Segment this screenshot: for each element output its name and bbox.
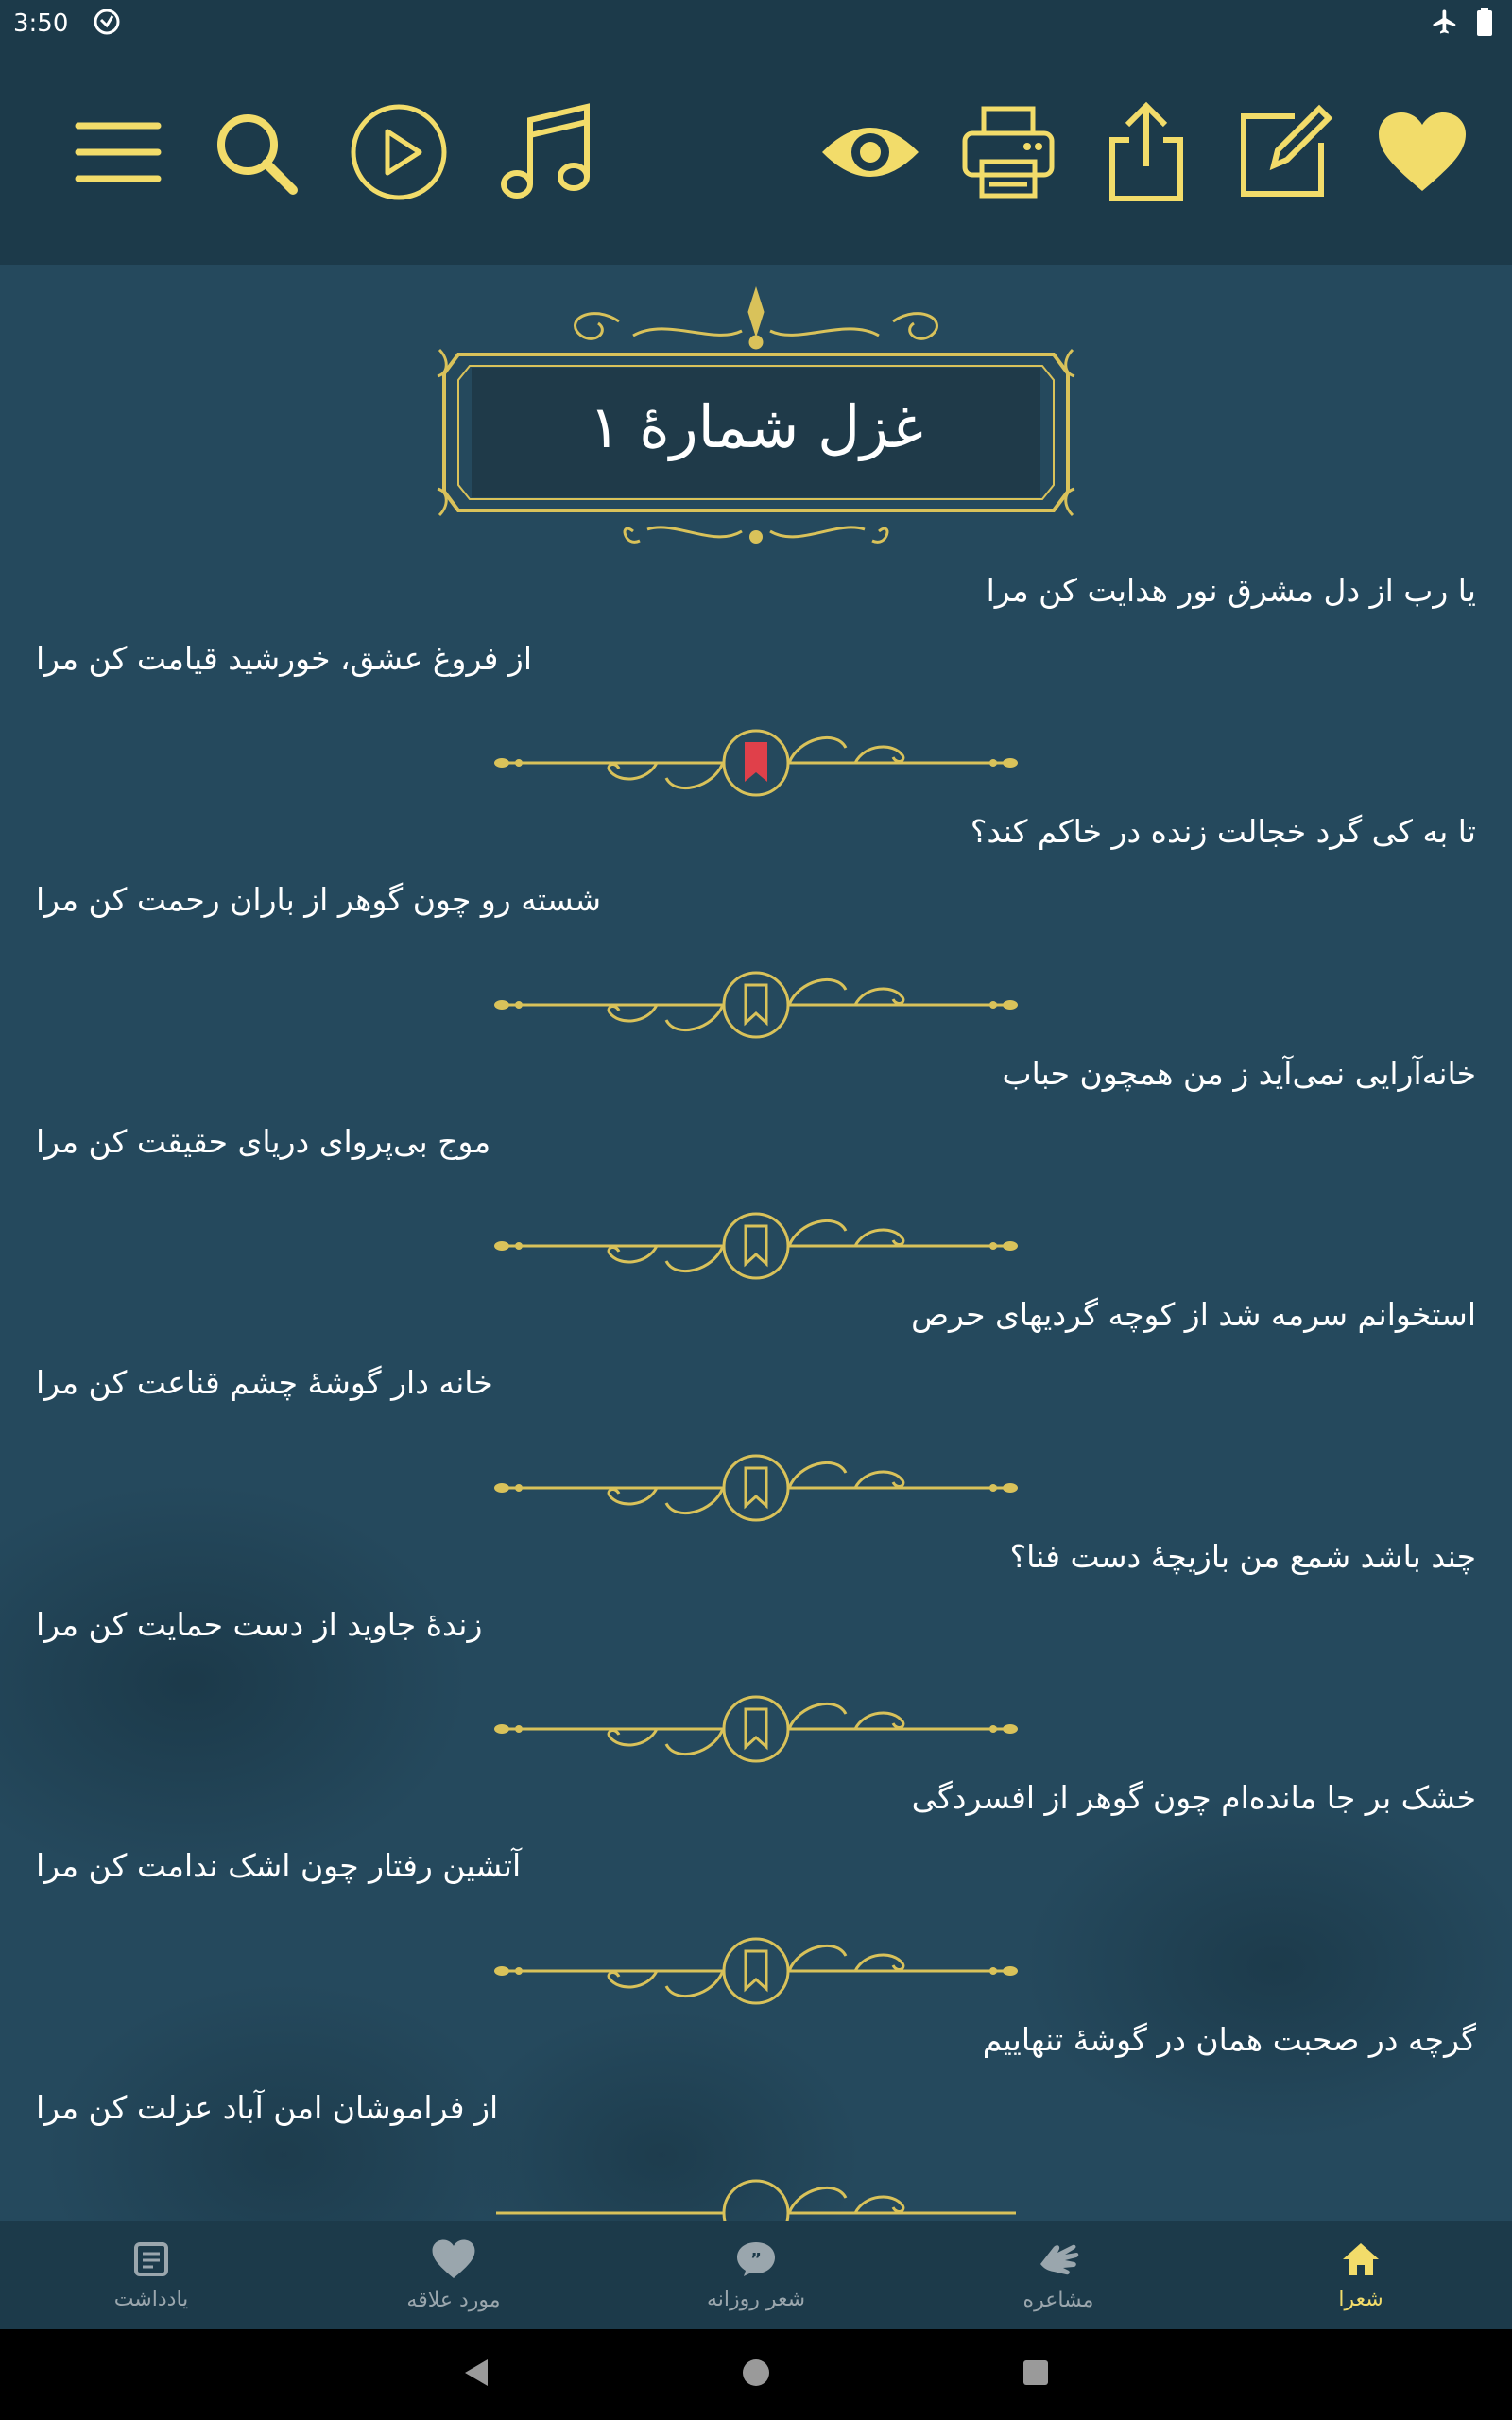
search-button[interactable] (203, 102, 307, 206)
bottom-navigation (0, 2221, 1512, 2329)
bookmark-button[interactable] (743, 1706, 769, 1755)
poem-title: غزل شمارهٔ ۱ (589, 392, 923, 461)
verse-divider (487, 1204, 1025, 1289)
heart-icon (431, 2239, 476, 2283)
verse-divider (487, 721, 1025, 806)
verse-3-first-line: خانه‌آرایی نمی‌آید ز من همچون حباب (1002, 1055, 1476, 1092)
quote-icon (735, 2240, 777, 2282)
hand-icon (1037, 2239, 1080, 2283)
bookmark-outline-icon (743, 1465, 769, 1511)
bookmark-outline-icon (743, 1948, 769, 1994)
nav-item-notes[interactable] (0, 2221, 302, 2329)
verse-4-first-line: استخوانم سرمه شد از کوچه گردیهای حرص (911, 1296, 1476, 1333)
verse-4-second-line: خانه دار گوشهٔ چشم قناعت کن مرا (36, 1364, 493, 1401)
verse-3-second-line: موج بی‌پروای دریای حقیقت کن مرا (36, 1123, 491, 1160)
verse-5-first-line: چند باشد شمع من بازیچهٔ دست فنا؟ (1009, 1538, 1476, 1575)
nav-item-mushaere[interactable] (907, 2221, 1210, 2329)
hamburger-menu-icon (71, 114, 165, 194)
bookmark-button[interactable] (743, 982, 769, 1031)
share-icon (1099, 100, 1194, 208)
status-bar (0, 0, 1512, 47)
printer-icon (959, 103, 1057, 205)
bookmark-outline-icon (743, 982, 769, 1028)
play-circle-icon (348, 101, 450, 207)
eye-icon (818, 114, 922, 194)
nav-item-favorites[interactable] (302, 2221, 605, 2329)
no-disturb-icon (93, 8, 121, 40)
bookmark-button[interactable] (743, 1948, 769, 1997)
home-icon (1341, 2240, 1381, 2282)
svg-text:”: ” (750, 2249, 762, 2270)
verse-divider (487, 1687, 1025, 1772)
poem-content (0, 265, 1512, 2221)
system-navigation-bar (0, 2329, 1512, 2420)
edit-button[interactable] (1233, 102, 1337, 206)
battery-icon (1476, 8, 1493, 40)
toolbar (0, 47, 1512, 265)
search-icon (208, 105, 302, 203)
play-button[interactable] (347, 102, 451, 206)
verse-divider (487, 963, 1025, 1048)
print-button[interactable] (956, 102, 1060, 206)
nav-label-notes: یادداشت (113, 2287, 189, 2311)
airplane-mode-icon (1431, 8, 1459, 40)
home-system-button[interactable] (739, 2356, 773, 2394)
favorite-button[interactable] (1370, 102, 1474, 206)
heart-icon (1377, 112, 1468, 197)
nav-item-poets[interactable] (1210, 2221, 1512, 2329)
verse-2-first-line: تا به کی گرد خجالت زنده در خاکم کند؟ (970, 813, 1476, 850)
bookmark-button[interactable] (743, 1223, 769, 1272)
music-note-icon (494, 101, 596, 207)
back-triangle-icon (459, 2356, 493, 2390)
poem-title-frame (430, 284, 1082, 567)
nav-label-mushaere: مشاعره (1022, 2288, 1094, 2312)
menu-button[interactable] (66, 102, 170, 206)
verse-1-first-line: یا رب از دل مشرق نور هدایت کن مرا (986, 572, 1476, 609)
music-button[interactable] (493, 102, 597, 206)
verse-5-second-line: زندهٔ جاوید از دست حمایت کن مرا (36, 1606, 483, 1643)
verse-6-first-line: خشک بر جا مانده‌ام چون گوهر از افسردگی (911, 1779, 1476, 1816)
verse-6-second-line: آتشین رفتار چون اشک ندامت کن مرا (36, 1847, 522, 1884)
verse-1-second-line: از فروغ عشق، خورشید قیامت کن مرا (36, 640, 533, 677)
nav-item-daily-poem[interactable] (605, 2221, 907, 2329)
nav-label-daily-poem: شعر روزانه (706, 2287, 806, 2311)
note-icon (132, 2240, 170, 2282)
view-button[interactable] (818, 102, 922, 206)
verse-7-second-line: از فراموشان امن آباد عزلت کن مرا (36, 2089, 499, 2126)
bookmark-outline-icon (743, 1223, 769, 1269)
nav-label-favorites: مورد علاقه (406, 2288, 501, 2312)
edit-icon (1236, 103, 1334, 205)
home-circle-icon (739, 2356, 773, 2390)
status-time: 3:50 (13, 9, 69, 38)
bookmark-button[interactable] (743, 740, 769, 789)
verse-divider (487, 1446, 1025, 1531)
verse-divider (487, 2171, 1025, 2221)
verse-2-second-line: شسته رو چون گوهر از باران رحمت کن مرا (36, 881, 601, 918)
recents-button[interactable] (1019, 2356, 1053, 2394)
recents-square-icon (1019, 2356, 1053, 2390)
bookmark-outline-icon (743, 1706, 769, 1752)
bookmark-filled-icon (743, 740, 769, 786)
bookmark-button[interactable] (743, 1465, 769, 1514)
nav-label-poets: شعرا (1338, 2287, 1383, 2311)
verse-7-first-line: گرچه در صحبت همان در گوشهٔ تنهاییم (982, 2021, 1476, 2058)
share-button[interactable] (1094, 102, 1198, 206)
verse-divider (487, 1929, 1025, 2014)
back-button[interactable] (459, 2356, 493, 2394)
